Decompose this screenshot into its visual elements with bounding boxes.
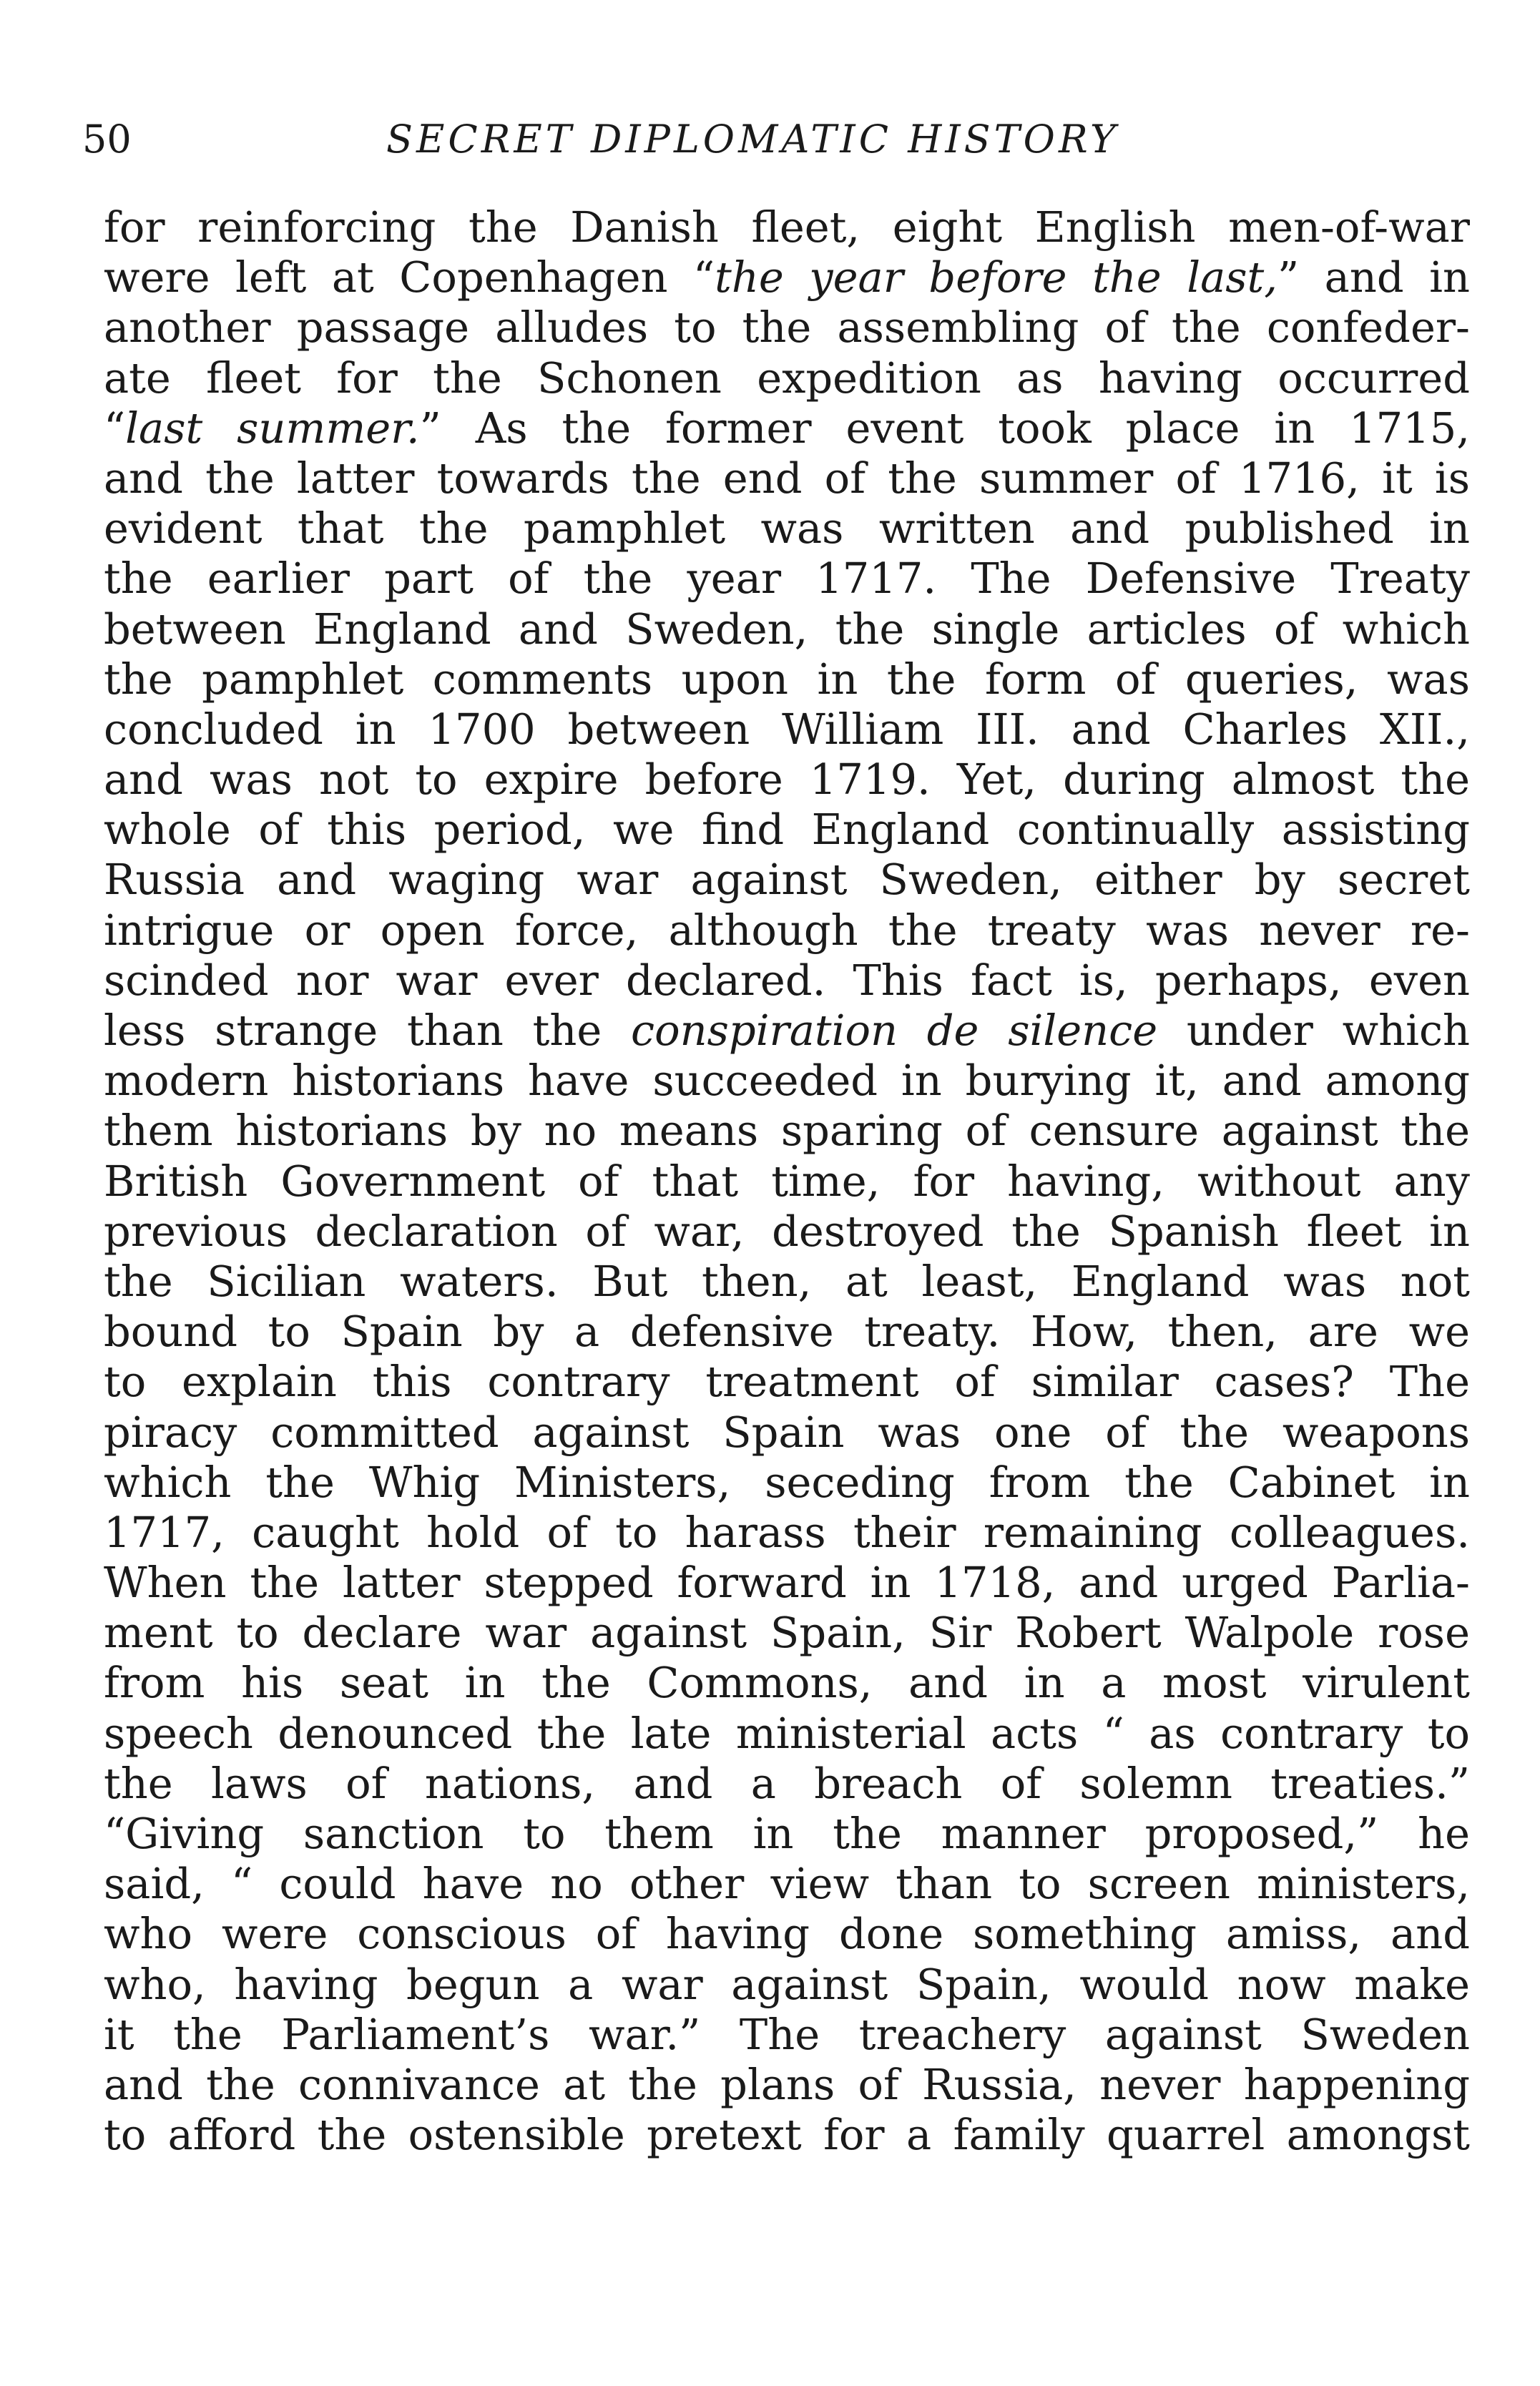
text-segment: 1717, caught hold of to harass their remaining colleagues. xyxy=(104,1507,1470,1557)
text-line xyxy=(104,1859,1470,1909)
text-segment: the pamphlet comments upon in the form of queries, was xyxy=(104,654,1470,704)
page-number: 50 xyxy=(82,117,132,162)
text-segment: them historians by no means sparing of censure against the xyxy=(104,1106,1470,1156)
text-line xyxy=(104,755,1470,805)
text-line xyxy=(104,1558,1470,1608)
text-segment: to afford the ostensible pretext for a family quarrel amongst xyxy=(104,2110,1470,2160)
text-line xyxy=(104,855,1470,905)
text-line xyxy=(104,1759,1470,1809)
text-line xyxy=(104,604,1470,654)
text-segment: for reinforcing the Danish fleet, eight English men-of-war xyxy=(104,202,1470,252)
running-head: SECRET DIPLOMATIC HISTORY xyxy=(386,117,1119,162)
text-line xyxy=(104,403,1470,453)
text-segment: who were conscious of having done something amiss, and xyxy=(104,1909,1470,1959)
text-line xyxy=(104,353,1470,403)
text-segment: previous declaration of war, destroyed the Spanish fleet in xyxy=(104,1206,1470,1256)
text-segment: less strange than the xyxy=(104,1006,632,1055)
text-segment: which the Whig Ministers, seceding from the Cabinet in xyxy=(104,1457,1470,1507)
text-line xyxy=(104,1658,1470,1708)
text-segment: under which xyxy=(1157,1006,1471,1055)
text-line xyxy=(104,1006,1470,1056)
text-segment: who, having begun a war against Spain, would now make xyxy=(104,1959,1470,2009)
text-segment: ” and in xyxy=(1277,252,1471,303)
text-segment: whole of this period, we find England continually assisting xyxy=(104,805,1470,855)
page-header xyxy=(82,114,1470,165)
text-segment: Russia and waging war against Sweden, either by secret xyxy=(104,855,1470,905)
text-segment: bound to Spain by a defensive treaty. How, then, are we xyxy=(104,1307,1470,1357)
text-line xyxy=(104,704,1470,755)
text-line xyxy=(104,2010,1470,2060)
text-segment: it the Parliament’s war.” The treachery against Sweden xyxy=(104,2009,1470,2059)
text-segment: modern historians have succeeded in burying it, and among xyxy=(104,1056,1470,1106)
text-segment: between England and Sweden, the single articles of which xyxy=(104,604,1470,654)
text-line xyxy=(104,252,1470,303)
text-segment: and was not to expire before 1719. Yet, during almost the xyxy=(104,755,1470,805)
text-segment: were left at Copenhagen “ xyxy=(104,252,715,303)
text-line xyxy=(104,1709,1470,1759)
text-line xyxy=(104,1809,1470,1859)
text-segment: conspiration de silence xyxy=(631,1006,1158,1055)
text-line xyxy=(104,1608,1470,1658)
text-segment: “ xyxy=(104,403,126,453)
text-line xyxy=(104,1056,1470,1106)
text-line xyxy=(104,1307,1470,1357)
text-segment: and the latter towards the end of the summer of 1716, it is xyxy=(104,453,1470,503)
text-segment: intrigue or open force, although the treaty was never re- xyxy=(104,905,1470,955)
text-line xyxy=(104,2060,1470,2110)
text-segment: ” As the former event took place in 1715, xyxy=(419,403,1470,453)
text-segment: piracy committed against Spain was one of the weapons xyxy=(104,1407,1470,1457)
text-segment: the Sicilian waters. But then, at least, England was not xyxy=(104,1256,1470,1306)
text-line xyxy=(104,1408,1470,1458)
text-segment: When the latter stepped forward in 1718, and urged Parlia- xyxy=(104,1558,1470,1608)
text-line xyxy=(104,1458,1470,1508)
text-line xyxy=(104,1508,1470,1558)
text-line xyxy=(104,1207,1470,1257)
text-segment: to explain this contrary treatment of similar cases? The xyxy=(104,1357,1470,1407)
text-line xyxy=(104,1960,1470,2010)
text-line xyxy=(104,303,1470,353)
text-segment: British Government of that time, for having, without any xyxy=(104,1156,1470,1206)
text-line xyxy=(104,654,1470,704)
text-line xyxy=(104,805,1470,855)
text-line xyxy=(104,1157,1470,1207)
text-segment: the earlier part of the year 1717. The Defensive Treaty xyxy=(104,554,1470,604)
text-segment: said, “ could have no other view than to screen ministers, xyxy=(104,1859,1470,1909)
text-line xyxy=(104,504,1470,554)
text-segment: last summer. xyxy=(125,403,420,453)
text-line xyxy=(104,1909,1470,1959)
text-line xyxy=(104,1257,1470,1307)
text-line xyxy=(104,202,1470,252)
text-line xyxy=(104,1106,1470,1156)
text-segment: the laws of nations, and a breach of solemn treaties.” xyxy=(104,1758,1470,1808)
text-segment: ment to declare war against Spain, Sir Robert Walpole rose xyxy=(104,1608,1470,1658)
text-line xyxy=(104,905,1470,956)
text-segment: evident that the pamphlet was written and published in xyxy=(104,504,1470,554)
text-segment: from his seat in the Commons, and in a most virulent xyxy=(104,1658,1470,1708)
text-segment: ate fleet for the Schonen expedition as having occurred xyxy=(104,353,1470,403)
text-segment: speech denounced the late ministerial acts “ as contrary to xyxy=(104,1708,1470,1758)
body-text xyxy=(104,202,1470,2160)
text-segment: the year before the last, xyxy=(715,252,1278,303)
text-line xyxy=(104,2110,1470,2160)
text-segment: scinded nor war ever declared. This fact is, perhaps, even xyxy=(104,955,1470,1005)
text-segment: “Giving sanction to them in the manner proposed,” he xyxy=(104,1809,1470,1858)
text-line xyxy=(104,453,1470,504)
text-segment: another passage alludes to the assembling of the confeder- xyxy=(104,303,1470,353)
text-segment: concluded in 1700 between William III. and Charles XII., xyxy=(104,704,1470,754)
text-line xyxy=(104,554,1470,604)
text-line xyxy=(104,1357,1470,1407)
text-segment: and the connivance at the plans of Russia, never happening xyxy=(104,2059,1470,2109)
text-line xyxy=(104,956,1470,1006)
